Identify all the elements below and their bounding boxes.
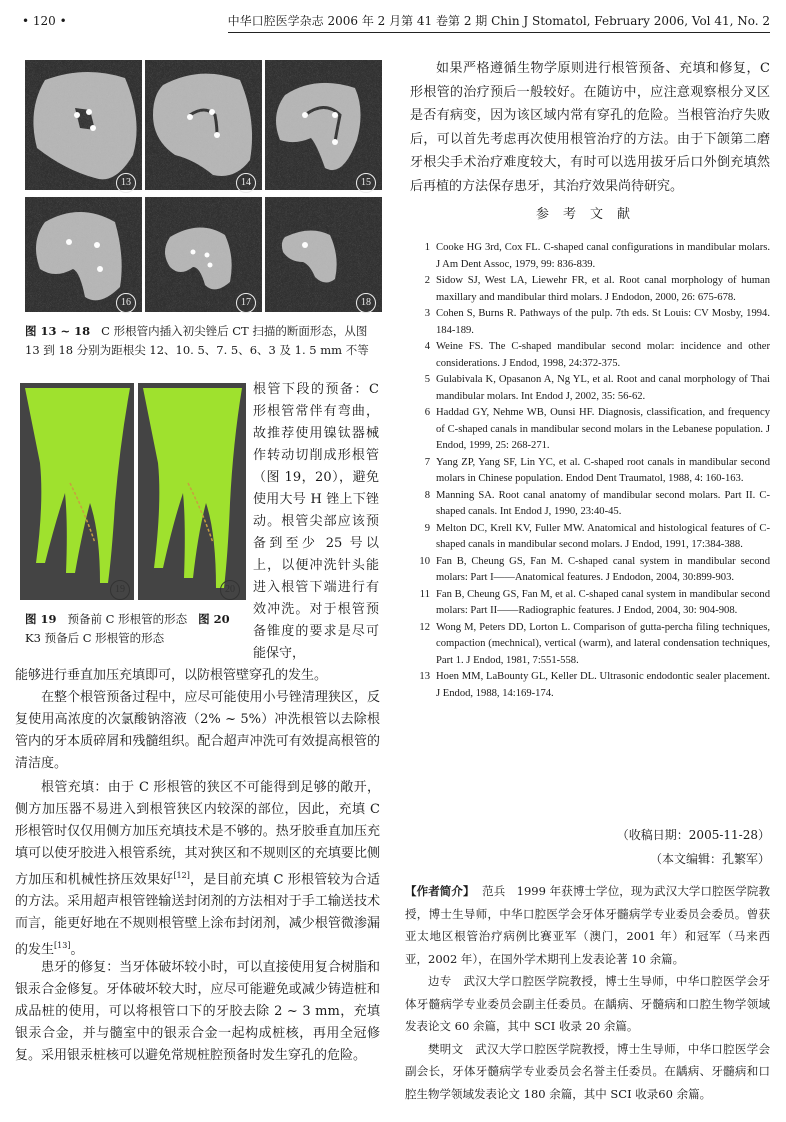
citation[interactable]: [12] [173,871,190,880]
reference-text: Fan B, Cheung GS, Fan M, et al. C-shaped canal system in mandibular second molars: Part II——Radiographic features. J Endod, 2004, 30: 904-908. [436,588,770,616]
reference-number: 1 [424,242,430,253]
reference-text: Sidow SJ, West LA, Liewehr FR, et al. Root canal morphology of human maxillary and mandibular third molars. J Endodon, 2000, 26: 675-678. [436,275,770,303]
figure-roots-caption [25,610,240,648]
paragraph-filling [15,777,380,962]
reference-item [412,554,770,587]
reference-number: 11 [419,588,430,600]
received-date: （收稿日期：2005-11-28） [616,828,770,842]
panel-label [356,170,376,193]
reference-item [412,372,770,405]
reference-text: Cohen S, Burns R. Pathways of the pulp. 7th eds. St Louis: CV Mosby, 1994. 184-189. [436,308,770,336]
editor-note: （本文编辑：孔繁军） [649,852,770,866]
figure-ct-scans [25,60,382,312]
author-bio: 武汉大学口腔医学院教授，博士生导师，中华口腔医学会牙体牙髓病学专业委员会副主任委员。在龋病、牙髓病和口腔生物学领域发表论文 60 余篇，其中 SCI 收录 20 余篇。 [405,974,771,1033]
wrapped-paragraph: 根管下段的预备：C 形根管常伴有弯曲，故推荐使用镍钛器械作转动切削成形根管（图 19，20），避免使用大号 H 锉上下锉动。根管尖部应该预备到至少 25 号以上，以便冲洗针头能进入根管下端进行有效冲洗。对于根管预备锥度的要求是尽可能保守， [253,382,379,661]
caption-text: 预备前 C 形根管的形态 [67,612,188,626]
root-panel-20 [138,383,246,600]
root-canal-images [20,383,246,600]
reference-text: Manning SA. Root canal anatomy of mandibular second molars. Part II. C-shaped canals. Int Endod J, 1990, 23:40-45. [436,489,770,517]
author-name: 范兵 [482,884,506,898]
author-name: 边专 [428,974,452,988]
panel-label [116,290,136,313]
reference-item [412,669,770,702]
panel-number: 20 [220,580,240,600]
reference-text: Fan B, Cheung GS, Fan M. C-shaped canal system in mandibular second molars: Part I——Anatomical features. J Endodon, 2004, 30:899-903. [436,555,770,583]
reference-text: Yang ZP, Yang SF, Lin YC, et al. C-shaped root canals in mandibular second molars in Chinese population. Endod Dent Traumatol, 1988, 4: 160-163. [436,456,770,484]
reference-item [412,306,770,339]
paragraph-irrigation: 在整个根管预备过程中，应尽可能使用小号锉清理狭区，反复使用高浓度的次氯酸钠溶液（2% ~ 5%）冲洗根管以去除根管内的牙本质碎屑和残髓组织。配合超声冲洗可有效提高根管的清洁度。 [15,690,380,771]
figure-root-canals [20,383,246,600]
caption-label: 图 19 [25,612,57,626]
reference-text: Hoen MM, LaBounty GL, Keller DL. Ultrasonic endodontic sealer placement. J Endod, 1988, 14:169-174. [436,671,770,699]
paragraph-continuation: 能够进行垂直加压充填即可，以防根管壁穿孔的发生。 [15,668,328,683]
running-header: 中华口腔医学杂志 2006 年 2 月第 41 卷第 2 期 Chin J Stomatol, February 2006, Vol 41, No. 2 [228,12,770,33]
panel-label [236,290,256,313]
panel-number: 18 [356,293,376,313]
reference-list [412,240,770,702]
reference-number: 7 [424,456,430,468]
panel-label [220,577,240,600]
reference-item [412,521,770,554]
panel-label [236,170,256,193]
reference-item [412,455,770,488]
panel-number: 14 [236,173,256,193]
author-name: 樊明文 [428,1041,464,1056]
reference-text: Haddad GY, Nehme WB, Ounsi HF. Diagnosis, classification, and frequency of C-shaped canals in mandibular second molars in the Lebanese population. J Endod, 1999, 25: 268-271. [436,407,770,451]
caption-text: C 形根管内插入初尖锉后 CT 扫描的断面形态，从图 13 到 18 分别为距根尖 12、10. 5、7. 5、6、3 及 1. 5 mm 不等 [25,324,369,357]
reference-text: Wong M, Peters DD, Lorton L. Comparison of gutta-percha filing techniques, compaction (mechnical), vertical (warm), and lateral condensation techniques, Part 1. J Endod, 1981, 7:551-558. [436,621,770,666]
panel-number: 13 [116,173,136,193]
reference-number: 10 [419,555,430,567]
citation[interactable]: [13] [54,941,71,951]
text: 根管充填：由于 C 形根管的狭区不可能得到足够的敞开，侧方加压器不易进入到根管狭区内较深的部位，因此，充填 C 形根管时仅仅用侧方加压充填技术是不够的。热牙胶垂直加压充填可以使牙胶进入根管系统，其对狭区和不规则区的充填要比侧方加压和机械性挤压效果好 [15,780,380,888]
panel-label [356,290,376,313]
bio-item [405,970,770,1038]
panel-label [116,170,136,193]
text: ，是目前充填 C 形根管较为合适的方法。采用超声根管锉输送封闭剂的方法相对于手工输送技术而言，能更好地在不规则根管壁上涂布封闭剂，减少根管微渗漏的发生 [15,872,380,958]
paragraph-restoration: 患牙的修复：当牙体破坏较小时，可以直接使用复合树脂和银汞合金修复。牙体破坏较大时，应尽可能避免或减少铸造桩和成品桩的使用，可以将根管口下的牙胶去除 2 ~ 3 mm，充填银汞合金，并与髓室中的银汞合金一起构成桩核，再用全冠修复。采用银汞桩核可以避免常规桩腔预备时发生穿孔的危险。 [15,960,380,1063]
reference-text: Gulabivala K, Opasanon A, Ng YL, et al. Root and canal morphology of Thai mandibular molars. Int Endod J, 2002, 35: 56-62. [436,374,770,402]
reference-text: Melton DC, Krell KV, Fuller MW. Anatomical and histological features of C-shaped canals in mandibular second molars. J Endod, 1991, 17:384-388. [436,522,770,550]
panel-number: 19 [110,580,130,600]
text: 。 [70,942,84,958]
bio-item [405,1038,770,1106]
reference-number: 2 [424,275,430,286]
reference-number: 5 [424,374,430,385]
reference-item [412,405,770,455]
panel-number: 17 [236,293,256,313]
reference-number: 4 [424,341,430,352]
reference-text: Cooke HG 3rd, Cox FL. C-shaped canal configurations in mandibular molars. J Am Dent Assoc, 1979, 99: 836-839. [436,242,770,270]
author-bio: 1999 年获博士学位，现为武汉大学口腔医学院教授，博士生导师，中华口腔医学会牙体牙髓病学专业委员会委员。曾获亚太地区根管治疗病例比赛亚军（澳门，2001 年）和冠军（马来西亚，2002 年），在国外学术期刊上发表论著 10 余篇。 [405,884,771,966]
reference-number: 6 [424,407,430,418]
panel-number: 15 [356,173,376,193]
reference-item [412,620,770,670]
author-bios [405,880,770,1105]
reference-number: 12 [419,621,430,633]
caption-label: 图 20 [198,612,230,626]
author-bio: 武汉大学口腔医学院教授，博士生导师，中华口腔医学会副会长，牙体牙髓病学专业委员会名誉主任委员。在龋病、牙髓病和口腔生物学领域发表论文 180 余篇，其中 SCI 收录60 余篇。 [405,1041,771,1101]
reference-number: 13 [419,671,430,682]
reference-number: 8 [424,489,430,501]
root-panel-19 [20,383,134,600]
reference-text: Weine FS. The C-shaped mandibular second molar: incidence and other considerations. J Endod, 1998, 24:372-375. [436,341,770,369]
figure-ct-caption [25,322,370,360]
paragraph-prognosis: 如果严格遵循生物学原则进行根管预备、充填和修复，C 形根管的治疗预后一般较好。在随访中，应注意观察根分叉区是否有病变，因为该区域内常有穿孔的危险。当根管治疗失败后，可以首先考虑再次使用根管治疗的方法。由于下颌第二磨牙根尖手术治疗难度较大，有时可以选用拔牙后口外倒充填然后再植的方法保存患牙，其治疗效果尚待研究。 [410,61,770,194]
reference-item [412,240,770,273]
panel-label [110,577,130,600]
reference-number: 9 [424,522,430,534]
references-heading: 参考文献 [535,207,644,222]
ct-scan-grid-image [25,60,382,312]
bio-item [405,880,770,970]
panel-number: 16 [116,293,136,313]
caption-text: K3 预备后 C 形根管的形态 [25,631,165,645]
reference-item [412,587,770,620]
bio-label: 【作者简介】 [405,884,475,898]
caption-label: 图 13 ~ 18 [25,324,91,338]
reference-item [412,488,770,521]
reference-number: 3 [424,308,430,319]
reference-item [412,273,770,306]
reference-item [412,339,770,372]
page-number: • 120 • [22,14,67,28]
